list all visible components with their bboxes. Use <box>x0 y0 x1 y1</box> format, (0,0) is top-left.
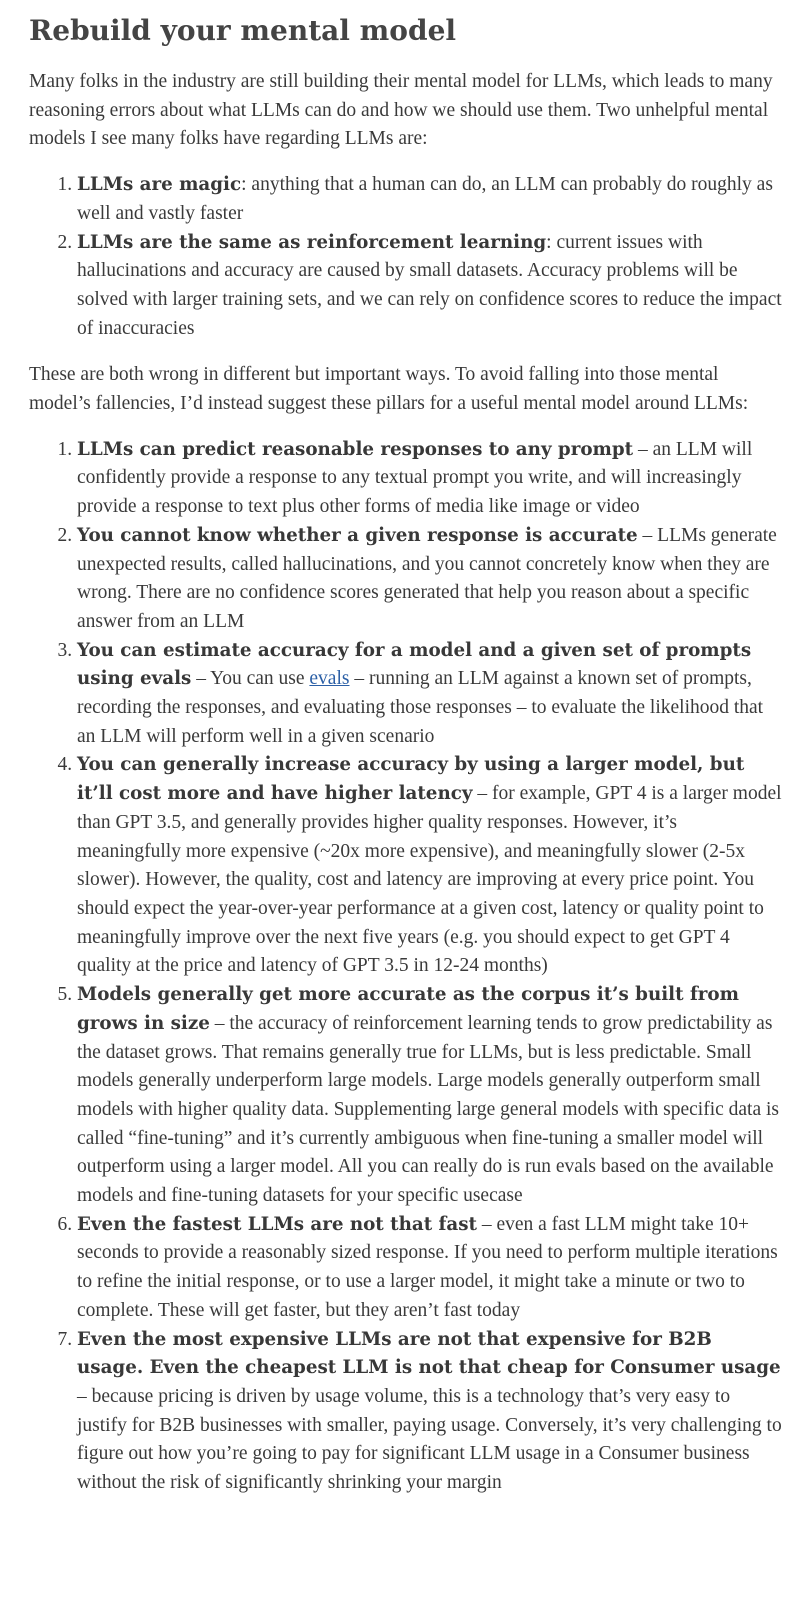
list-item <box>77 637 782 752</box>
list-item-bold: You can generally increase accuracy by using a larger model, but it’ll cost more and have higher latency <box>77 754 745 805</box>
list-item-text: – running an LLM against a known set of prompts, recording the responses, and evaluating those responses – to evaluate the likelihood that an LLM will perform well in a given scenario <box>77 668 764 747</box>
list-item-bold: LLMs are magic <box>77 174 242 196</box>
list-item-text: – even a fast LLM might take 10+ seconds to provide a reasonably sized response. If you need to perform multiple iterations to refine the initial response, or to use a larger model, it might take a minute or two to complete. These will get faster, but they aren’t fast today <box>77 1213 778 1321</box>
list-item-text: – the accuracy of reinforcement learning tends to grow predictability as the dataset grows. That remains generally true for LLMs, but is less predictable. Small models generally underperform large models. Large models generally outperform small models with higher quality data. Supplementing large general models with specific data is called “fine-tuning” and it’s currently ambiguous when fine-tuning a smaller model will outperform using a larger model. All you can really do is run evals based on the available models and fine-tuning datasets for your specific usecase <box>77 1012 780 1207</box>
list-item-bold: Even the fastest LLMs are not that fast <box>77 1213 477 1235</box>
section-heading: Rebuild your mental model <box>29 14 457 47</box>
list-item-bold: Models generally get more accurate as the corpus it’s built from grows in size <box>77 984 739 1034</box>
list-item-text: – LLMs generate unexpected results, called hallucinations, and you cannot concretely know when they are wrong. There are no confidence scores generated that help you reason about a specific answer from an LLM <box>77 524 777 632</box>
list-item <box>77 751 782 981</box>
list-item-text: – for example, GPT 4 is a larger model than GPT 3.5, and generally provides higher quality responses. However, it’s meaningfully more expensive (~20x more expensive), and meaningfully slower (2-5x slower). However, the quality, cost and latency are improving at every price point. You should expect the year-over-year performance at a given cost, latency or quality point to meaningfully improve over the next five years (e.g. you should expect to get GPT 4 quality at the price and latency of GPT 3.5 in 12-24 months) <box>77 783 782 977</box>
list-item-bold: Even the most expensive LLMs are not that expensive for B2B usage. Even the cheapest LLM is not that cheap for Consumer usage <box>77 1328 781 1379</box>
list-item <box>77 1211 782 1326</box>
evals-link[interactable]: evals <box>309 668 350 690</box>
pillars-list <box>29 436 782 1498</box>
list-item-bold: You cannot know whether a given response is accurate <box>77 524 638 546</box>
list-item <box>77 229 782 344</box>
transition-paragraph: These are both wrong in different but important ways. To avoid falling into those mental model’s fallencies, I’d instead suggest these pillars for a useful mental model around LLMs: <box>29 364 749 415</box>
list-item-text: : current issues with hallucinations and accuracy are caused by small datasets. Accuracy problems will be solved with larger training sets, and we can rely on confidence scores to reduce the impact of inaccuracies <box>77 231 782 339</box>
list-item-text: : anything that a human can do, an LLM can probably do roughly as well and vastly faster <box>77 174 773 224</box>
unhelpful-models-list <box>29 171 782 343</box>
list-item-bold: LLMs are the same as reinforcement learning <box>77 231 547 253</box>
list-item <box>77 436 782 522</box>
list-item-bold: LLMs can predict reasonable responses to any prompt <box>77 438 634 460</box>
list-item <box>77 981 782 1211</box>
list-item-text: – because pricing is driven by usage volume, this is a technology that’s very easy to justify for B2B businesses with smaller, paying usage. Conversely, it’s very challenging to figure out how you’re going to pay for significant LLM usage in a Consumer business without the risk of significantly shrinking your margin <box>77 1385 782 1494</box>
list-item-text: – You can use <box>191 668 310 690</box>
list-item-bold: You can estimate accuracy for a model and a given set of prompts using evals <box>77 639 752 690</box>
list-item <box>77 1326 782 1498</box>
intro-paragraph: Many folks in the industry are still building their mental model for LLMs, which leads to many reasoning errors about what LLMs can do and how we should use them. Two unhelpful mental models I see many folks have regarding LLMs are: <box>29 71 773 150</box>
list-item-text: – an LLM will confidently provide a response to any textual prompt you write, and will increasingly provide a response to text plus other forms of media like image or video <box>77 438 753 518</box>
list-item <box>77 522 782 637</box>
list-item <box>77 171 782 228</box>
